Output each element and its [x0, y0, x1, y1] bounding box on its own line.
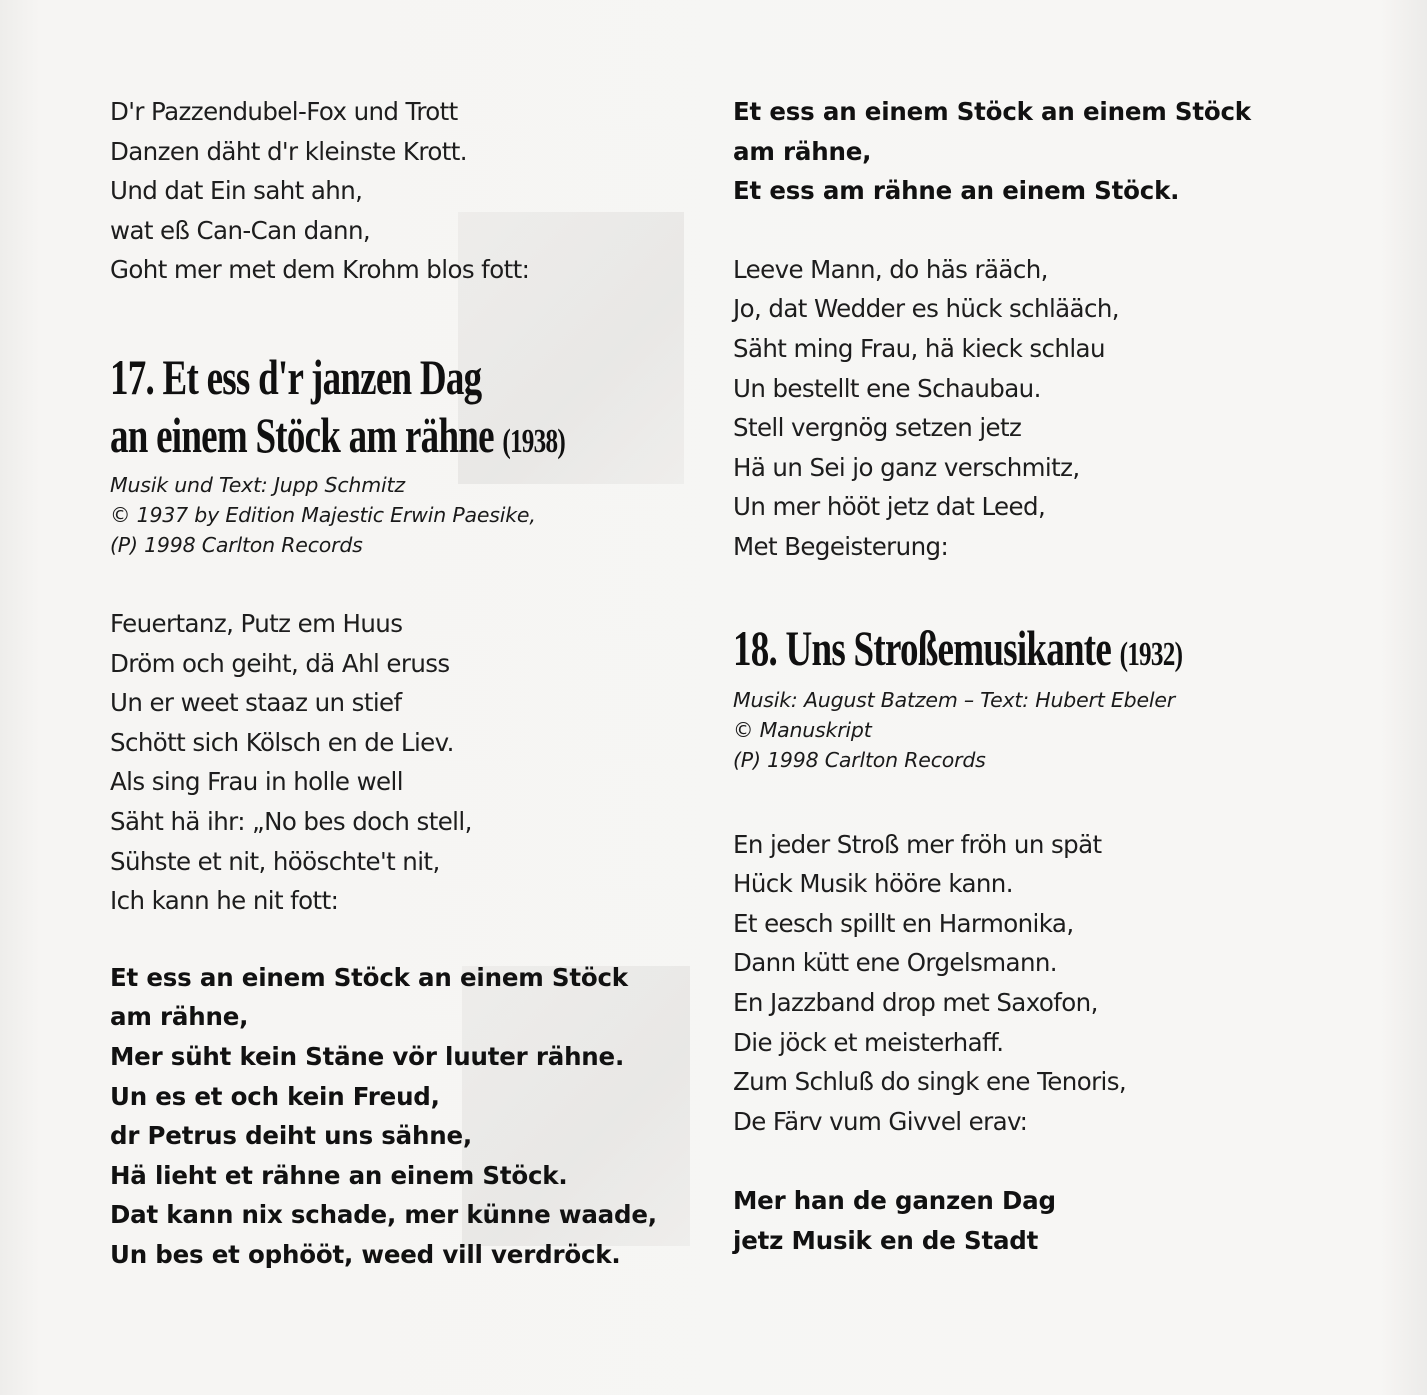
lyric-line: Säht ming Frau, hä kieck schlau	[733, 333, 1105, 363]
chorus-line: Un es et och kein Freud,	[110, 1081, 440, 1111]
song-18-title	[733, 619, 1333, 677]
lyric-line: Ich kann he nit fott:	[110, 886, 339, 916]
song-title-line	[110, 348, 547, 406]
lyric-line: Goht mer met dem Krohm blos fott:	[110, 255, 530, 285]
right-column	[733, 92, 1333, 1260]
chorus-line: Et ess an einem Stöck an einem Stöck	[733, 97, 1251, 126]
chorus-line: am rähne,	[733, 136, 872, 166]
credit-line: © 1937 by Edition Majestic Erwin Paesike,	[110, 502, 536, 527]
intro-lyrics	[110, 92, 700, 290]
song-18-credits	[733, 685, 1333, 775]
song-title-line	[733, 619, 1183, 677]
lyric-line: Un er weet staaz un stief	[110, 688, 402, 718]
chorus-line: Et ess an einem Stöck an einem Stöck	[110, 962, 628, 992]
lyric-line: Feuertanz, Putz em Huus	[110, 608, 403, 638]
lyric-line: En jeder Stroß mer fröh un spät	[733, 829, 1102, 859]
chorus-line: dr Petrus deiht uns sähne,	[110, 1121, 473, 1151]
song-17-title	[110, 348, 700, 464]
song-title-text: an einem Stöck am rähne	[110, 406, 494, 463]
lyric-line: Hück Musik hööre kann.	[733, 869, 1013, 899]
song-title-text: 17. Et ess d'r janzen Dag	[110, 348, 482, 405]
lyric-line: Leeve Mann, do häs rääch,	[733, 254, 1048, 284]
lyric-line: En Jazzband drop met Saxofon,	[733, 987, 1098, 1017]
lyric-line: Schött sich Kölsch en de Liev.	[110, 727, 454, 757]
song-18-chorus	[733, 1181, 1333, 1260]
lyric-line: Stell vergnög setzen jetz	[733, 413, 1022, 443]
lyric-line: Dann kütt ene Orgelsmann.	[733, 948, 1057, 978]
lyric-line: Sühste et nit, hööschte't nit,	[110, 846, 440, 876]
lyric-line: Hä un Sei jo ganz verschmitz,	[733, 452, 1080, 482]
credit-line: Musik: August Batzem – Text: Hubert Ebeler	[733, 687, 1176, 712]
chorus-line: Dat kann nix schade, mer künne waade,	[110, 1200, 657, 1230]
lyric-line: Als sing Frau in holle well	[110, 767, 403, 797]
verse-two	[733, 250, 1333, 567]
chorus-line: Mer han de ganzen Dag	[733, 1186, 1056, 1216]
song-17-chorus	[110, 958, 700, 1275]
song-17-verse	[110, 604, 700, 921]
credit-line: (P) 1998 Carlton Records	[110, 532, 363, 557]
lyric-line: wat eß Can-Can dann,	[110, 215, 371, 245]
chorus-line: jetz Musik en de Stadt	[733, 1225, 1039, 1255]
lyric-line: De Färv vum Givvel erav:	[733, 1106, 1028, 1136]
lyric-line: Un mer hööt jetz dat Leed,	[733, 492, 1046, 522]
lyric-line: Dröm och geiht, dä Ahl eruss	[110, 648, 450, 678]
chorus-ending	[733, 92, 1333, 211]
chorus-line: Et ess am rähne an einem Stöck.	[733, 176, 1180, 206]
credit-line: (P) 1998 Carlton Records	[733, 747, 986, 772]
lyric-line: D'r Pazzendubel-Fox und Trott	[110, 97, 458, 126]
left-column	[110, 92, 700, 1274]
chorus-line: Mer süht kein Stäne vör luuter rähne.	[110, 1041, 625, 1071]
lyric-line: Un bestellt ene Schaubau.	[733, 373, 1041, 403]
chorus-line: Un bes et ophööt, weed vill verdröck.	[110, 1239, 621, 1269]
credit-line: © Manuskript	[733, 717, 872, 742]
credit-line: Musik und Text: Jupp Schmitz	[110, 472, 405, 497]
song-17-credits	[110, 470, 700, 560]
chorus-line: am rähne,	[110, 1002, 249, 1032]
song-year: (1932)	[1119, 635, 1183, 673]
song-year: (1938)	[502, 422, 565, 460]
lyric-line: Die jöck et meisterhaff.	[733, 1027, 1004, 1057]
lyric-line: Danzen däht d'r kleinste Krott.	[110, 136, 467, 166]
lyric-line: Säht hä ihr: „No bes doch stell,	[110, 806, 472, 836]
song-18-verse	[733, 825, 1333, 1142]
song-title-text: 18. Uns Stroßemusikante	[733, 619, 1112, 676]
lyric-line: Met Begeisterung:	[733, 531, 949, 561]
lyric-line: Und dat Ein saht ahn,	[110, 176, 363, 206]
lyric-line: Zum Schluß do singk ene Tenoris,	[733, 1067, 1127, 1097]
lyric-line: Jo, dat Wedder es hück schlääch,	[733, 294, 1119, 324]
chorus-line: Hä lieht et rähne an einem Stöck.	[110, 1160, 568, 1190]
song-title-line	[110, 406, 565, 464]
lyric-line: Et eesch spillt en Harmonika,	[733, 908, 1074, 938]
